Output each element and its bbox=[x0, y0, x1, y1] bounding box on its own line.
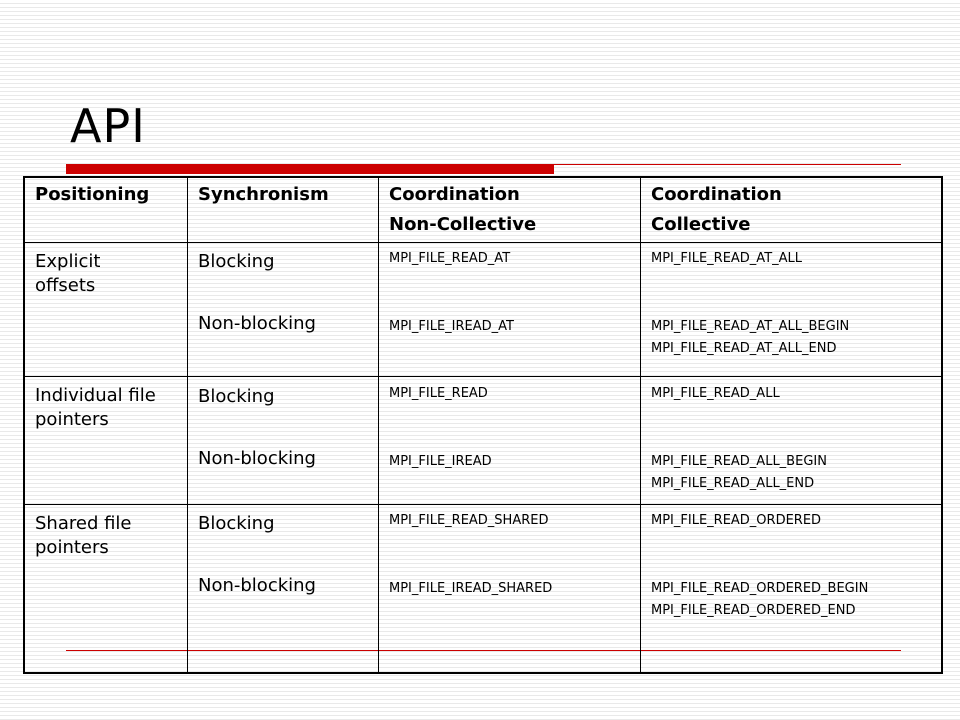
header-text: Positioning bbox=[35, 184, 150, 205]
table-row-divider bbox=[25, 504, 941, 505]
fn-read-all: MPI_FILE_READ_ALL bbox=[651, 386, 780, 401]
fn-read-all-end: MPI_FILE_READ_ALL_END bbox=[651, 476, 815, 491]
header-text: Non-Collective bbox=[389, 214, 537, 235]
row-explicit-offsets-nonblocking: Non-blocking bbox=[198, 313, 316, 334]
api-table bbox=[23, 176, 943, 674]
header-text: Collective bbox=[651, 214, 751, 235]
row-explicit-offsets-positioning: Explicit offsets bbox=[35, 251, 101, 296]
fn-read-at-all: MPI_FILE_READ_AT_ALL bbox=[651, 251, 803, 266]
fn-read-at: MPI_FILE_READ_AT bbox=[389, 251, 511, 266]
fn-read-at-all-end: MPI_FILE_READ_AT_ALL_END bbox=[651, 341, 837, 356]
header-coordination-collective bbox=[641, 180, 941, 240]
slide-title: API bbox=[70, 99, 146, 153]
row-explicit-offsets-blocking: Blocking bbox=[198, 251, 275, 272]
fn-read-ordered-end: MPI_FILE_READ_ORDERED_END bbox=[651, 603, 856, 618]
header-text: Coordination bbox=[651, 184, 782, 205]
header-positioning bbox=[25, 180, 187, 210]
title-underline-thick bbox=[66, 164, 554, 174]
fn-iread-shared: MPI_FILE_IREAD_SHARED bbox=[389, 581, 553, 596]
row-shared-blocking: Blocking bbox=[198, 513, 275, 534]
fn-iread: MPI_FILE_IREAD bbox=[389, 454, 492, 469]
fn-read-all-split bbox=[641, 451, 941, 495]
row-individual-file-pointers-positioning: Individual file pointers bbox=[35, 385, 156, 430]
fn-read-ordered-split bbox=[641, 578, 941, 622]
row-shared-file-pointers-positioning: Shared file pointers bbox=[35, 513, 132, 558]
fn-read-shared: MPI_FILE_READ_SHARED bbox=[389, 513, 549, 528]
fn-iread-at: MPI_FILE_IREAD_AT bbox=[389, 319, 514, 334]
header-text: Synchronism bbox=[198, 184, 329, 205]
fn-read-at-all-begin: MPI_FILE_READ_AT_ALL_BEGIN bbox=[651, 319, 850, 334]
header-coordination-noncollective bbox=[379, 180, 640, 240]
header-synchronism bbox=[188, 180, 378, 210]
table-row-divider bbox=[25, 376, 941, 377]
row-shared-nonblocking: Non-blocking bbox=[198, 575, 316, 596]
fn-read-all-begin: MPI_FILE_READ_ALL_BEGIN bbox=[651, 454, 827, 469]
fn-read-ordered: MPI_FILE_READ_ORDERED bbox=[651, 513, 822, 528]
row-individual-nonblocking: Non-blocking bbox=[198, 448, 316, 469]
table-row-divider bbox=[25, 242, 941, 243]
fn-read-at-all-split bbox=[641, 316, 941, 360]
fn-read-ordered-begin: MPI_FILE_READ_ORDERED_BEGIN bbox=[651, 581, 869, 596]
fn-read: MPI_FILE_READ bbox=[389, 386, 488, 401]
header-text: Coordination bbox=[389, 184, 520, 205]
row-individual-blocking: Blocking bbox=[198, 386, 275, 407]
